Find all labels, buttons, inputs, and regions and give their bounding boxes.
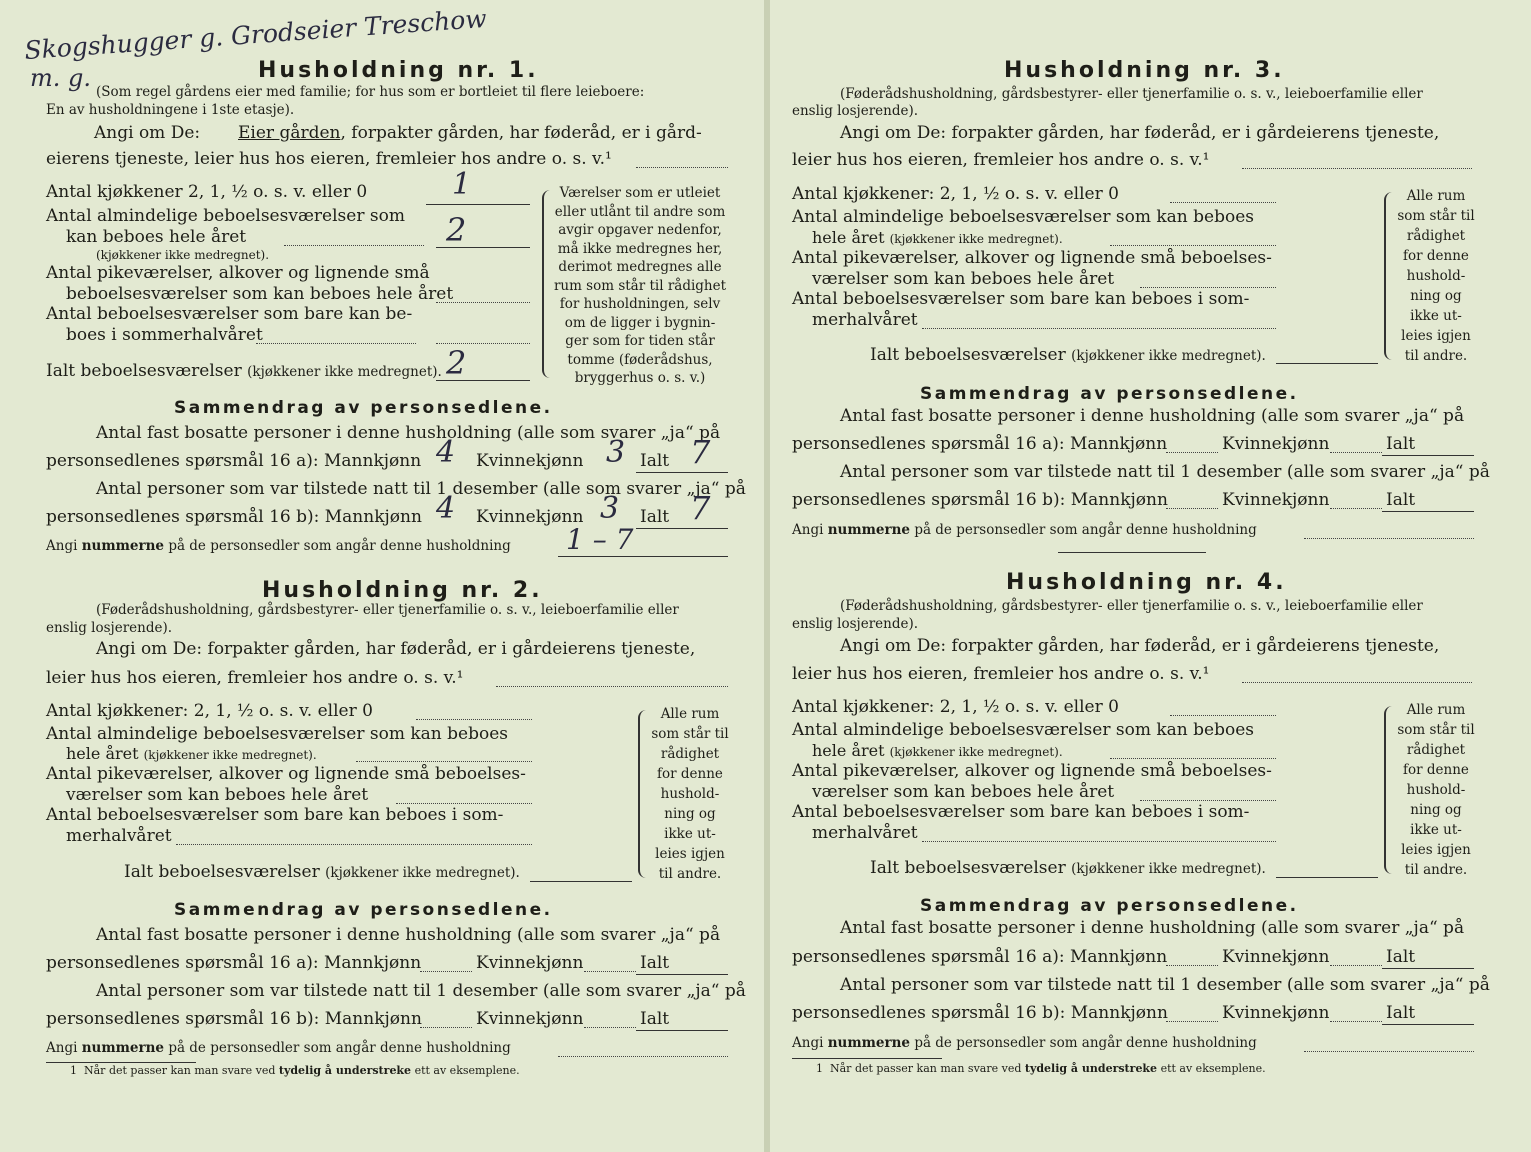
h4-intro-2: enslig losjerende). [792,616,919,632]
h3-ialt: Ialt beboelsesværelser (kjøkkener ikke medregnet). [870,345,1266,365]
h1-sum-title: Sammendrag av personsedlene. [174,398,553,418]
h1-fast-k-label: Kvinnekjønn [476,451,584,471]
h2-sommer-1: Antal beboelsesværelser som bare kan beboes i som- [46,805,504,825]
h3-angi-line[interactable] [1242,168,1472,169]
h3-sommer-line[interactable] [922,328,1276,329]
h4-sommer-1: Antal beboelsesværelser som bare kan beboes i som- [792,802,1250,822]
h2-intro-2: enslig losjerende). [46,620,173,636]
h4-natt-i-label: Ialt [1386,1003,1416,1023]
h1-fast-i-label: Ialt [640,451,670,471]
h1-alm-2: kan beboes hele året [66,227,247,247]
h3-natt-k-line[interactable] [1330,508,1382,509]
h2-fast-i-line[interactable] [636,974,728,975]
h4-natt-m-line[interactable] [1166,1021,1218,1022]
h2-fast-k-label: Kvinnekjønn [476,953,584,973]
h2-alm-1: Antal almindelige beboelsesværelser som kan beboes [46,724,508,744]
h4-fast-i-label: Ialt [1386,947,1416,967]
h4-fast-2: personsedlenes spørsmål 16 a): Mannkjønn [792,947,1168,967]
h2-angi-line[interactable] [496,686,728,687]
h4-fast-1: Antal fast bosatte personer i denne husholdning (alle som svarer „ja“ på [840,918,1465,938]
h3-fast-2: personsedlenes spørsmål 16 a): Mannkjønn [792,434,1168,454]
h1-natt-1: Antal personer som var tilstede natt til 1 desember (alle som svarer „ja“ på [96,479,746,499]
h4-pike-line[interactable] [1140,800,1276,801]
h2-nummer-line[interactable] [558,1056,728,1057]
h3-pike-line[interactable] [1140,287,1276,288]
h4-fast-k-label: Kvinnekjønn [1222,947,1330,967]
h3-sommer-1: Antal beboelsesværelser som bare kan beboes i som- [792,289,1250,309]
h2-fast-m-line[interactable] [420,971,472,972]
h2-brace [638,710,648,878]
h1-kjokken-label: Antal kjøkkener 2, 1, ½ o. s. v. eller 0 [46,182,368,202]
h4-alm-2: hele året (kjøkkener ikke medregnet). [812,741,1063,760]
h2-natt-2: personsedlenes spørsmål 16 b): Mannkjønn [46,1009,422,1029]
h3-brace [1384,192,1394,360]
h4-ialt: Ialt beboelsesværelser (kjøkkener ikke medregnet). [870,858,1266,878]
h2-alm-2: hele året (kjøkkener ikke medregnet). [66,744,317,763]
h3-fast-k-line[interactable] [1330,452,1382,453]
h4-brace [1384,706,1394,874]
h1-natt-m[interactable]: 4 [436,491,456,526]
h1-natt-k-label: Kvinnekjønn [476,507,584,527]
h3-natt-i-label: Ialt [1386,490,1416,510]
h2-angi-2: leier hus hos eieren, fremleier hos andre o. s. v.¹ [46,668,464,688]
section-divider [1058,552,1206,553]
h4-natt-k-label: Kvinnekjønn [1222,1003,1330,1023]
h1-ialt-value[interactable]: 2 [446,344,467,382]
h3-pike-1: Antal pikeværelser, alkover og lignende små beboelses- [792,248,1272,268]
h4-alm-line[interactable] [1110,758,1276,759]
h1-brace [542,190,552,378]
h4-intro-1: (Føderådshusholdning, gårdsbestyrer- eller tjenerfamilie o. s. v., leieboerfamilie eller [840,598,1423,614]
page-fold [764,0,770,1152]
h2-natt-i-label: Ialt [640,1009,670,1029]
h3-natt-2: personsedlenes spørsmål 16 b): Mannkjønn [792,490,1168,510]
h1-angi-eier: Eier gården, forpakter gården, har føderåd, er i gård- [238,123,702,143]
h1-pike-2: beboelsesværelser som kan beboes hele året [66,284,454,304]
footnote-left: 1 Når det passer kan man svare ved tydelig å understreke ett av eksemplene. [70,1064,520,1077]
h4-fast-i-line[interactable] [1382,968,1474,969]
h1-sommer-2: boes i sommerhalvåret [66,325,263,345]
h1-natt-i-label: Ialt [640,507,670,527]
h4-nummer: Angi nummerne på de personsedler som angår denne husholdning [792,1035,1257,1051]
h2-pike-line[interactable] [396,803,532,804]
h4-natt-2: personsedlenes spørsmål 16 b): Mannkjønn [792,1003,1168,1023]
h2-fast-2: personsedlenes spørsmål 16 a): Mannkjønn [46,953,422,973]
h1-fast-1: Antal fast bosatte personer i denne husholdning (alle som svarer „ja“ på [96,423,721,443]
h1-alm-1: Antal almindelige beboelsesværelser som [46,206,405,226]
h1-fast-line [636,472,728,473]
h1-ialt-label: Ialt beboelsesværelser (kjøkkener ikke medregnet). [46,361,442,381]
h2-natt-k-line[interactable] [584,1027,636,1028]
h1-natt-line [636,528,728,529]
h4-kjokken-line[interactable] [1170,715,1276,716]
h3-angi-1: Angi om De: forpakter gården, har føderåd, er i gårdeierens tjeneste, [840,123,1440,143]
h1-angi-line[interactable] [636,167,728,168]
h4-sum-title: Sammendrag av personsedlene. [920,896,1299,916]
h2-sum-title: Sammendrag av personsedlene. [174,900,553,920]
footnote-rule-left [46,1062,196,1063]
h1-natt-2: personsedlenes spørsmål 16 b): Mannkjønn [46,507,422,527]
footnote-rule-right [792,1058,942,1059]
h2-sommer-line[interactable] [176,844,532,845]
h3-nummer-line[interactable] [1304,538,1474,539]
h1-sommer-1: Antal beboelsesværelser som bare kan be- [46,304,413,324]
h2-fast-k-line[interactable] [584,971,636,972]
h1-fast-2: personsedlenes spørsmål 16 a): Mannkjønn [46,451,422,471]
h3-pike-2: værelser som kan beboes hele året [812,269,1115,289]
h1-intro-2: En av husholdningene i 1ste etasje). [46,102,295,118]
h3-fast-k-label: Kvinnekjønn [1222,434,1330,454]
h3-sum-title: Sammendrag av personsedlene. [920,384,1299,404]
h3-natt-i-line[interactable] [1382,511,1474,512]
h1-angi-c: eierens tjeneste, leier hus hos eieren, fremleier hos andre o. s. v.¹ [46,149,612,169]
h3-alm-2: hele året (kjøkkener ikke medregnet). [812,228,1063,247]
h1-natt-i[interactable]: 7 [690,489,711,527]
h2-pike-1: Antal pikeværelser, alkover og lignende små beboelses- [46,764,526,784]
h4-angi-line[interactable] [1242,682,1472,683]
h4-pike-2: værelser som kan beboes hele året [812,782,1115,802]
h1-natt-k[interactable]: 3 [600,491,620,526]
h1-alm-dots [284,245,424,246]
h2-natt-1: Antal personer som var tilstede natt til 1 desember (alle som svarer „ja“ på [96,981,746,1001]
h4-angi-1: Angi om De: forpakter gården, har føderåd, er i gårdeierens tjeneste, [840,636,1440,656]
h1-nummer: Angi nummerne på de personsedler som angår denne husholdning [46,538,511,554]
h3-fast-i-line[interactable] [1382,455,1474,456]
h2-side-note: Alle rum som står til rådighet for denne hushold- ning og ikke ut- leies igjen til andre. [651,706,729,882]
h1-nummer-value[interactable]: 1 – 7 [566,523,634,556]
h2-ialt-line[interactable] [530,881,632,882]
h1-fast-m[interactable]: 4 [436,435,456,470]
left-page [0,0,764,1152]
h2-nummer: Angi nummerne på de personsedler som angår denne husholdning [46,1040,511,1056]
h1-alm-note: (kjøkkener ikke medregnet). [96,248,270,262]
h3-kjokken-line[interactable] [1170,202,1276,203]
h1-angi-a: Angi om De: [94,123,201,143]
footnote-right: 1 Når det passer kan man svare ved tydelig å understreke ett av eksemplene. [816,1062,1266,1075]
h4-alm-1: Antal almindelige beboelsesværelser som kan beboes [792,720,1254,740]
h4-fast-k-line[interactable] [1330,965,1382,966]
h2-intro-1: (Føderådshusholdning, gårdsbestyrer- eller tjenerfamilie o. s. v., leieboerfamilie eller [96,602,679,618]
h3-fast-m-line[interactable] [1166,452,1218,453]
h1-ialt-line [436,380,530,381]
h1-side-note: Værelser som er utleiet eller utlånt til andre som avgir opgaver nedenfor, må ikke medregnes her, derimot medregnes alle rum som står til rådighet for husholdningen, selv om de ligger i bygnin- ger som for tiden står tomme (føderådshus, bryggerhus o. s. v.) [553,185,727,386]
h2-title: Husholdning nr. 2. [262,578,543,603]
h3-alm-1: Antal almindelige beboelsesværelser som kan beboes [792,207,1254,227]
marginalia-note: Skogshugger g. Grodseier Treschow [23,3,488,66]
h3-angi-2: leier hus hos eieren, fremleier hos andre o. s. v.¹ [792,150,1210,170]
h2-ialt: Ialt beboelsesværelser (kjøkkener ikke medregnet). [124,862,520,882]
h1-title: Husholdning nr. 1. [258,58,539,83]
h3-natt-k-label: Kvinnekjønn [1222,490,1330,510]
h1-kjokken-value[interactable]: 1 [452,167,472,202]
h3-natt-1: Antal personer som var tilstede natt til 1 desember (alle som svarer „ja“ på [840,462,1490,482]
h4-ialt-line[interactable] [1276,877,1378,878]
h2-kjokken: Antal kjøkkener: 2, 1, ½ o. s. v. eller 0 [46,701,373,721]
h3-natt-m-line[interactable] [1166,508,1218,509]
h2-natt-k-label: Kvinnekjønn [476,1009,584,1029]
h3-fast-1: Antal fast bosatte personer i denne husholdning (alle som svarer „ja“ på [840,406,1465,426]
h4-sommer-2: merhalvåret [812,823,918,843]
h3-ialt-line[interactable] [1276,363,1378,364]
h4-sommer-line[interactable] [922,841,1276,842]
h2-natt-i-line[interactable] [636,1030,728,1031]
h3-alm-line[interactable] [1110,245,1276,246]
h3-intro-2: enslig losjerende). [792,103,919,119]
h3-kjokken: Antal kjøkkener: 2, 1, ½ o. s. v. eller 0 [792,184,1119,204]
h1-pike-1: Antal pikeværelser, alkover og lignende små [46,263,430,283]
h4-title: Husholdning nr. 4. [1006,570,1287,595]
h2-fast-i-label: Ialt [640,953,670,973]
h1-pike-line[interactable] [436,302,530,303]
h3-side-note: Alle rum som står til rådighet for denne hushold- ning og ikke ut- leies igjen til andre. [1397,188,1475,364]
h3-nummer: Angi nummerne på de personsedler som angår denne husholdning [792,522,1257,538]
h2-kjokken-line[interactable] [416,719,532,720]
marginalia-note-2: m. g. [30,64,92,92]
h1-alm-line [436,247,530,248]
h1-intro-1: (Som regel gårdens eier med familie; for hus som er bortleiet til flere leieboere: [96,84,645,100]
h1-alm-value[interactable]: 2 [446,211,467,249]
h4-side-note: Alle rum som står til rådighet for denne hushold- ning og ikke ut- leies igjen til andre. [1397,702,1475,878]
h1-sommer-dots [256,343,416,344]
h3-fast-i-label: Ialt [1386,434,1416,454]
h4-natt-k-line[interactable] [1330,1021,1382,1022]
h2-alm-line[interactable] [356,761,532,762]
h1-nummer-line [558,556,728,557]
h3-intro-1: (Føderådshusholdning, gårdsbestyrer- eller tjenerfamilie o. s. v., leieboerfamilie eller [840,86,1423,102]
h2-pike-2: værelser som kan beboes hele året [66,785,369,805]
h3-title: Husholdning nr. 3. [1004,58,1285,83]
h1-kjokken-line [426,204,530,205]
h1-fast-i[interactable]: 7 [690,433,711,471]
h2-angi-1: Angi om De: forpakter gården, har føderåd, er i gårdeierens tjeneste, [96,639,696,659]
h4-nummer-line[interactable] [1304,1051,1474,1052]
h2-sommer-2: merhalvåret [66,826,172,846]
h4-pike-1: Antal pikeværelser, alkover og lignende små beboelses- [792,761,1272,781]
h2-fast-1: Antal fast bosatte personer i denne husholdning (alle som svarer „ja“ på [96,925,721,945]
h4-angi-2: leier hus hos eieren, fremleier hos andre o. s. v.¹ [792,664,1210,684]
h4-kjokken: Antal kjøkkener: 2, 1, ½ o. s. v. eller 0 [792,697,1119,717]
h4-natt-i-line[interactable] [1382,1024,1474,1025]
h3-sommer-2: merhalvåret [812,310,918,330]
h2-natt-m-line[interactable] [420,1027,472,1028]
h4-natt-1: Antal personer som var tilstede natt til 1 desember (alle som svarer „ja“ på [840,975,1490,995]
h1-fast-k[interactable]: 3 [606,435,626,470]
h4-fast-m-line[interactable] [1166,965,1218,966]
